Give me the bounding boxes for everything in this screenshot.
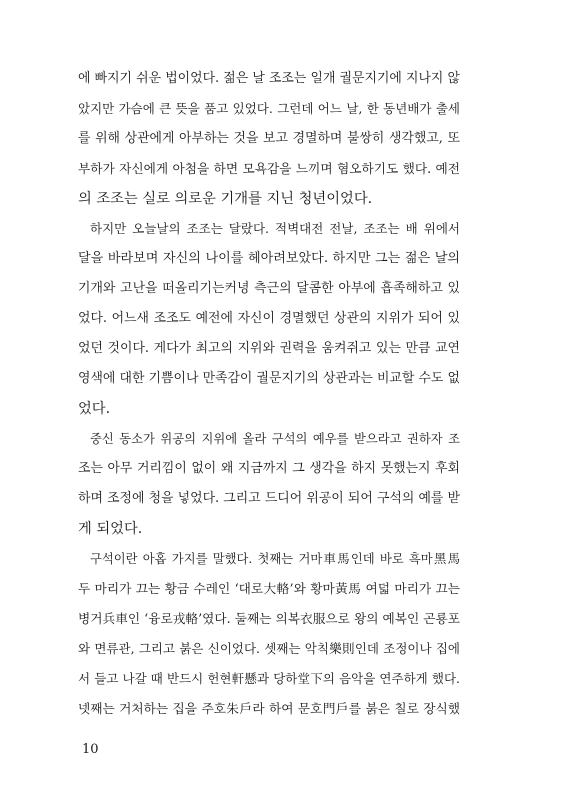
text-line: 영색에 대한 기쁨이나 만족감이 궐문지기의 상관과는 비교할 수도 없 <box>78 371 460 386</box>
text-line: 달을 바라보며 자신의 나이를 헤아려보았다. 하지만 그는 젊은 날의 <box>78 251 460 266</box>
paragraph-2 <box>78 214 460 424</box>
text-line: 두 마리가 끄는 황금 수레인 ‘대로大輅’와 황마黃馬 여덟 마리가 끄는 <box>78 581 460 596</box>
text-line: 기개와 고난을 떠올리기는커녕 측근의 달콤한 아부에 흡족해하고 있 <box>78 281 460 296</box>
text-line: 서 들고 나갈 때 반드시 헌현軒懸과 당하堂下의 음악을 연주하게 했다. <box>78 671 460 686</box>
text-line: 넷째는 거처하는 집을 주호朱戶라 하여 문호門戶를 붉은 칠로 장식했 <box>78 701 460 716</box>
paragraph-3 <box>78 424 460 544</box>
text-line: 게 되었다. <box>78 521 143 537</box>
page-number: 10 <box>82 742 99 757</box>
text-line: 에 빠지기 쉬운 법이었다. 젊은 날 조조는 일개 궐문지기에 지나지 않 <box>78 71 460 86</box>
text-line: 었다. <box>78 401 111 417</box>
body-text <box>78 64 460 724</box>
text-line: 구석이란 아홉 가지를 말했다. 첫째는 거마車馬인데 바로 흑마黑馬 <box>90 552 460 566</box>
text-line: 와 면류관, 그리고 붉은 신이었다. 셋째는 악칙樂則인데 조정이나 집에 <box>78 641 460 656</box>
text-line: 았지만 가슴에 큰 뜻을 품고 있었다. 그런데 어느 날, 한 동년배가 출세 <box>78 101 460 116</box>
text-line: 하지만 오늘날의 조조는 달랐다. 적벽대전 전날, 조조는 배 위에서 <box>90 221 460 236</box>
text-line: 조는 아무 거리낌이 없이 왜 지금까지 그 생각을 하지 못했는지 후회 <box>78 461 460 476</box>
paragraph-1 <box>78 64 460 214</box>
text-line: 중신 동소가 위공의 지위에 올라 구석의 예우를 받으라고 권하자 조 <box>90 432 460 446</box>
text-line: 를 위해 상관에게 아부하는 것을 보고 경멸하며 불쌍히 생각했고, 또 <box>78 131 460 146</box>
paragraph-4 <box>78 544 460 724</box>
text-line: 의 조조는 실로 의로운 기개를 지닌 청년이었다. <box>78 191 373 207</box>
text-line: 하며 조정에 청을 넣었다. 그리고 드디어 위공이 되어 구석의 예를 받 <box>78 491 460 506</box>
text-line: 었다. 어느새 조조도 예전에 자신이 경멸했던 상관의 지위가 되어 있 <box>78 311 460 326</box>
text-line: 병거兵車인 ‘융로戎輅’였다. 둘째는 의복衣服으로 왕의 예복인 곤룡포 <box>78 611 461 626</box>
text-line: 었던 것이다. 게다가 최고의 지위와 권력을 움켜쥐고 있는 만큼 교연 <box>78 341 460 356</box>
text-line: 부하가 자신에게 아첨을 하면 모욕감을 느끼며 혐오하기도 했다. 예전 <box>78 161 460 176</box>
